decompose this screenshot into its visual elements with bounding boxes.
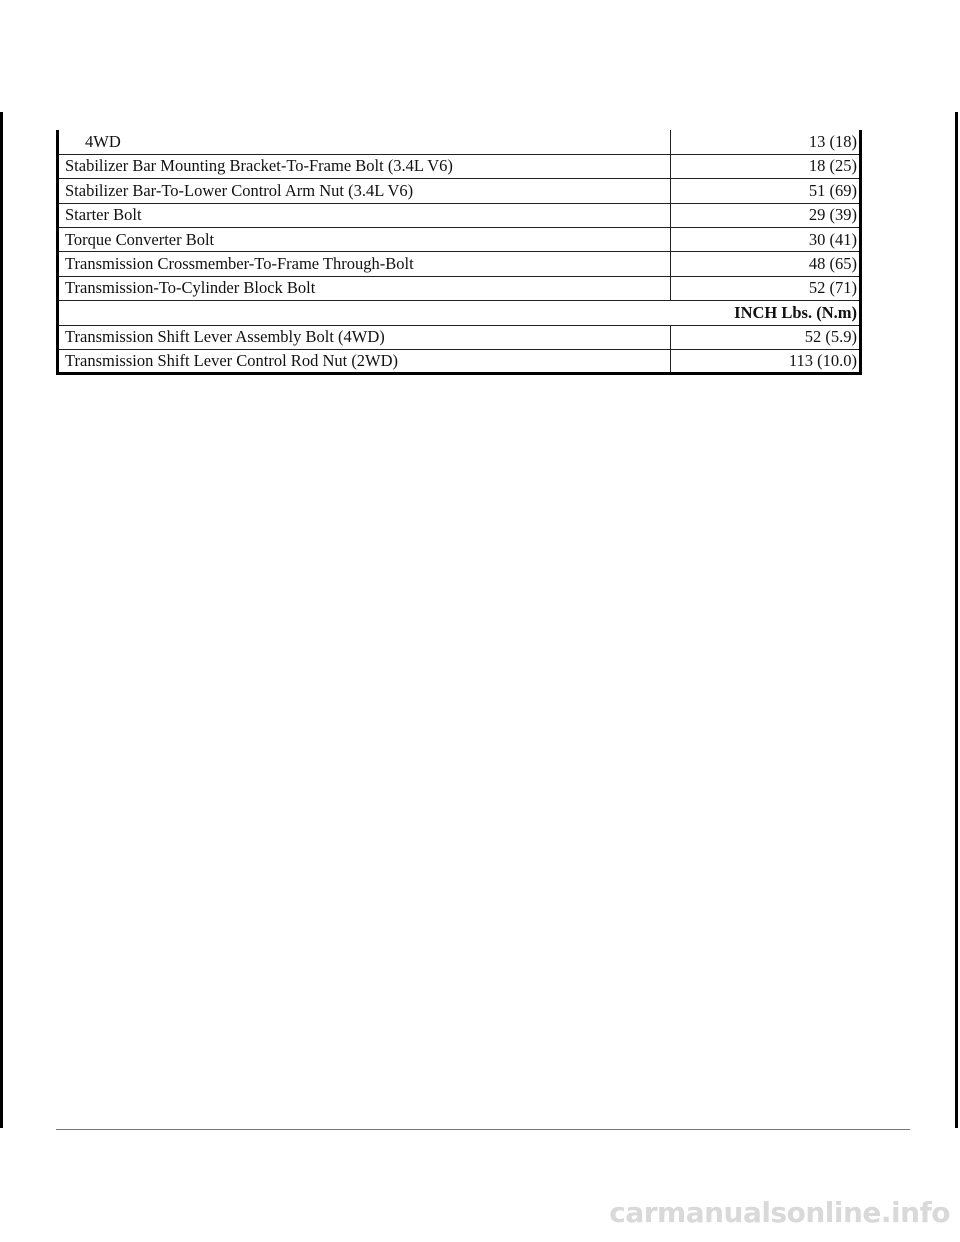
table-row	[58, 179, 861, 203]
page-border-right	[955, 112, 958, 1128]
site-watermark: carmanualsonline.info	[609, 1196, 950, 1229]
footer-divider	[56, 1129, 910, 1130]
page-border-left	[0, 112, 3, 1128]
torque-value: 29 (39)	[671, 203, 861, 227]
item-name: Stabilizer Bar Mounting Bracket-To-Frame Bolt (3.4L V6)	[58, 154, 671, 178]
item-name: Transmission-To-Cylinder Block Bolt	[58, 276, 671, 300]
table-row	[58, 325, 861, 349]
table-row	[58, 350, 861, 374]
item-name: Torque Converter Bolt	[58, 228, 671, 252]
item-name: Transmission Shift Lever Control Rod Nut (2WD)	[58, 350, 671, 374]
torque-value: 52 (71)	[671, 276, 861, 300]
table-row	[58, 130, 861, 154]
table-row	[58, 203, 861, 227]
item-name: Transmission Crossmember-To-Frame Through-Bolt	[58, 252, 671, 276]
item-name: Starter Bolt	[58, 203, 671, 227]
table-row	[58, 252, 861, 276]
table-row	[58, 276, 861, 300]
torque-value: 113 (10.0)	[671, 350, 861, 374]
item-name: 4WD	[58, 130, 671, 154]
torque-spec-table	[56, 130, 862, 375]
torque-value: 30 (41)	[671, 228, 861, 252]
torque-value: 52 (5.9)	[671, 325, 861, 349]
torque-value: 18 (25)	[671, 154, 861, 178]
table-row	[58, 228, 861, 252]
item-name: Stabilizer Bar-To-Lower Control Arm Nut (3.4L V6)	[58, 179, 671, 203]
table-row	[58, 154, 861, 178]
section-header-row	[58, 301, 861, 325]
unit-section-header: INCH Lbs. (N.m)	[58, 301, 861, 325]
torque-value: 13 (18)	[671, 130, 861, 154]
torque-value: 51 (69)	[671, 179, 861, 203]
item-name: Transmission Shift Lever Assembly Bolt (4WD)	[58, 325, 671, 349]
torque-value: 48 (65)	[671, 252, 861, 276]
